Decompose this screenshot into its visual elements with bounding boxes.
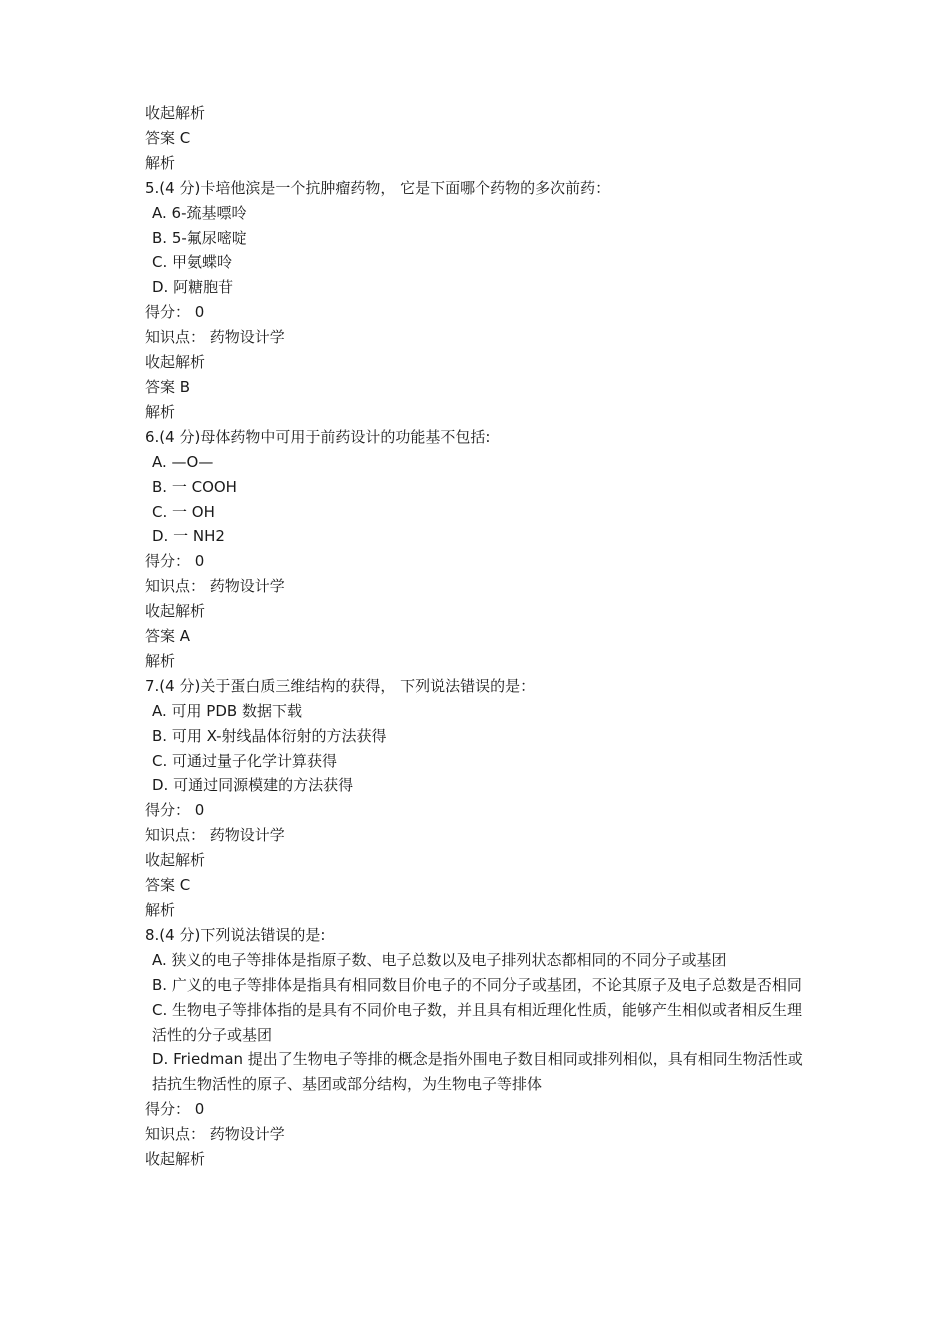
question-stem: 6.(4 分)母体药物中可用于前药设计的功能基不包括:	[145, 427, 491, 446]
knowledge-point: 知识点： 药物设计学	[145, 826, 285, 845]
collapse-analysis-link[interactable]: 收起解析	[145, 104, 206, 122]
knowledge-point: 知识点： 药物设计学	[145, 1125, 285, 1144]
option-d: D. 一 NH2	[152, 527, 225, 546]
option-a: A. 6-巯基嘌呤	[152, 203, 247, 222]
option-c: C. 可通过量子化学计算获得	[152, 751, 338, 770]
knowledge-point: 知识点： 药物设计学	[145, 577, 285, 596]
answer-text: 答案 C	[145, 876, 191, 895]
option-d: D. Friedman 提出了生物电子等排的概念是指外围电子数目相同或排列相似，具有相同生物活性或拮抗生物活性的原子、基团或部分结构，为生物电子等排体	[152, 1050, 803, 1094]
score-text: 得分： 0	[145, 1100, 205, 1119]
question-stem: 7.(4 分)关于蛋白质三维结构的获得， 下列说法错误的是：	[145, 676, 536, 695]
collapse-analysis-link[interactable]: 收起解析	[145, 851, 206, 870]
option-c: C. 生物电子等排体指的是具有不同价电子数，并且具有相近理化性质，能够产生相似或者相反生理活性的分子或基团	[152, 1000, 803, 1044]
answer-text: 答案 C	[145, 128, 191, 147]
analysis-label: 解析	[145, 153, 176, 172]
option-a: A. —O—	[152, 452, 214, 471]
analysis-label: 解析	[145, 651, 176, 670]
score-text: 得分： 0	[145, 801, 205, 820]
question-block	[145, 425, 813, 674]
option-b: B. 5-氟尿嘧啶	[152, 228, 247, 247]
document-page	[145, 101, 813, 1172]
option-c: C. 一 OH	[152, 502, 215, 521]
analysis-label: 解析	[145, 901, 176, 919]
collapse-analysis-link[interactable]: 收起解析	[145, 353, 206, 372]
option-c: C. 甲氨蝶呤	[152, 253, 233, 272]
question-block	[145, 176, 813, 425]
option-a: A. 狭义的电子等排体是指原子数、电子总数以及电子排列状态都相同的不同分子或基团	[152, 950, 727, 969]
score-text: 得分： 0	[145, 303, 205, 322]
option-b: B. 广义的电子等排体是指具有相同数目价电子的不同分子或基团，不论其原子及电子总数是否相同	[152, 975, 802, 994]
collapse-analysis-link[interactable]: 收起解析	[145, 602, 206, 621]
option-d: D. 可通过同源模建的方法获得	[152, 776, 354, 795]
analysis-label: 解析	[145, 402, 176, 421]
option-a: A. 可用 PDB 数据下载	[152, 701, 302, 720]
option-b: B. 一 COOH	[152, 477, 237, 496]
knowledge-point: 知识点： 药物设计学	[145, 328, 285, 347]
collapse-analysis-link[interactable]: 收起解析	[145, 1150, 206, 1169]
score-text: 得分： 0	[145, 552, 205, 571]
answer-text: 答案 B	[145, 377, 191, 396]
question-stem: 5.(4 分)卡培他滨是一个抗肿瘤药物， 它是下面哪个药物的多次前药：	[145, 178, 611, 197]
question-block	[145, 674, 813, 923]
question-stem: 8.(4 分)下列说法错误的是:	[145, 925, 326, 944]
question-block	[145, 923, 813, 1172]
answer-text: 答案 A	[145, 627, 191, 646]
option-b: B. 可用 X-射线晶体衍射的方法获得	[152, 726, 387, 745]
option-d: D. 阿糖胞苷	[152, 278, 234, 297]
